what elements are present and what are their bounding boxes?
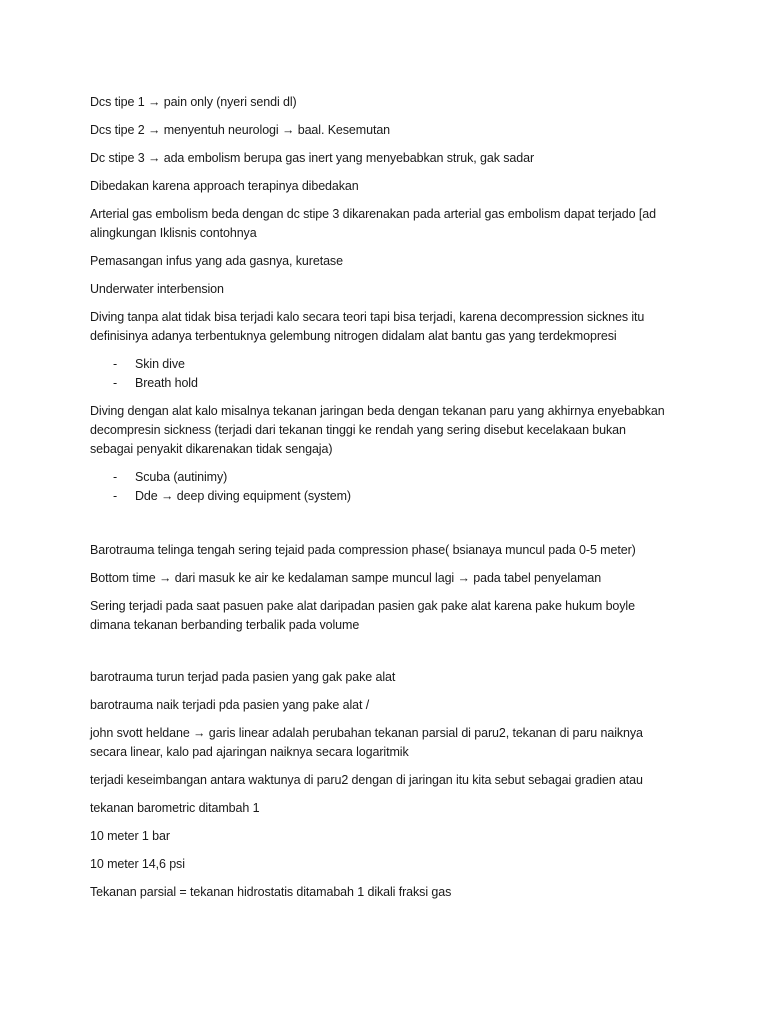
- paragraph: [90, 569, 690, 588]
- paragraph: [90, 205, 690, 243]
- paragraph: [90, 771, 690, 790]
- text-line: Dibedakan karena approach terapinya dibedakan: [90, 179, 359, 193]
- text-line: dimana tekanan berbanding terbalik pada volume: [90, 618, 360, 632]
- paragraph: [90, 149, 690, 168]
- list-bullet-dash: -: [113, 376, 118, 390]
- paragraph: [90, 855, 690, 874]
- text-line: 10 meter 14,6 psi: [90, 857, 185, 871]
- text-line: Dcs tipe 1 → pain only (nyeri sendi dl): [90, 95, 297, 109]
- text-line: Tekanan parsial = tekanan hidrostatis ditamabah 1 dikali fraksi gas: [90, 885, 452, 899]
- paragraph: [90, 252, 690, 271]
- text-line: tekanan barometric ditambah 1: [90, 801, 260, 815]
- paragraph: [90, 597, 690, 635]
- paragraph: [90, 799, 690, 818]
- text-line: barotrauma turun terjad pada pasien yang gak pake alat: [90, 670, 396, 684]
- paragraph: [90, 668, 690, 687]
- list-item: [90, 468, 690, 487]
- list-diving-without-equipment: [90, 355, 690, 393]
- paragraph: [90, 308, 690, 346]
- text-line: Diving tanpa alat tidak bisa terjadi kalo secara teori tapi bisa terjadi, karena decompression sicknes itu: [90, 310, 645, 324]
- list-bullet-dash: -: [113, 470, 118, 484]
- blank-gap: [90, 515, 690, 541]
- section-diving-with-equipment: [90, 402, 690, 459]
- paragraph: [90, 541, 690, 560]
- list-bullet-dash: -: [113, 489, 118, 503]
- section-dcs-types: [90, 93, 690, 346]
- paragraph: [90, 883, 690, 902]
- text-line: Pemasangan infus yang ada gasnya, kuretase: [90, 254, 343, 268]
- document-body: [90, 93, 690, 911]
- text-line: john svott heldane → garis linear adalah perubahan tekanan parsial di paru2, tekanan di paru naiknya: [90, 726, 643, 740]
- text-line: Diving dengan alat kalo misalnya tekanan jaringan beda dengan tekanan paru yang akhirnya enyebabkan: [90, 404, 665, 418]
- text-line: Sering terjadi pada saat pasuen pake alat daripadan pasien gak pake alat karena pake hukum boyle: [90, 599, 635, 613]
- list-item: [90, 355, 690, 374]
- paragraph: [90, 280, 690, 299]
- text-line: decompresin sickness (terjadi dari tekanan tinggi ke rendah yang sering disebut kecelakaan bukan: [90, 423, 626, 437]
- text-line: Bottom time → dari masuk ke air ke kedalaman sampe muncul lagi → pada tabel penyelaman: [90, 571, 602, 585]
- list-item: [90, 487, 690, 506]
- text-line: Underwater interbension: [90, 282, 224, 296]
- text-line: Dc stipe 3 → ada embolism berupa gas inert yang menyebabkan struk, gak sadar: [90, 151, 535, 165]
- list-item-text: Breath hold: [135, 376, 198, 390]
- list-bullet-dash: -: [113, 357, 118, 371]
- text-line: 10 meter 1 bar: [90, 829, 170, 843]
- paragraph: [90, 696, 690, 715]
- paragraph: [90, 402, 690, 459]
- list-item-text: Dde → deep diving equipment (system): [135, 489, 351, 503]
- section-barotrauma: [90, 541, 690, 635]
- section-pressure-notes: [90, 668, 690, 902]
- text-line: Dcs tipe 2 → menyentuh neurologi → baal. Kesemutan: [90, 123, 391, 137]
- text-line: Arterial gas embolism beda dengan dc stipe 3 dikarenakan pada arterial gas embolism dapat terjado [ad: [90, 207, 656, 221]
- list-item-text: Scuba (autinimy): [135, 470, 228, 484]
- blank-gap: [90, 644, 690, 668]
- list-diving-equipment: [90, 468, 690, 506]
- text-line: secara linear, kalo pad ajaringan naiknya secara logaritmik: [90, 745, 409, 759]
- text-line: definisinya adanya terbentuknya gelembung nitrogen didalam alat bantu gas yang terdekmopresi: [90, 329, 617, 343]
- text-line: barotrauma naik terjadi pda pasien yang pake alat /: [90, 698, 370, 712]
- paragraph: [90, 177, 690, 196]
- list-item: [90, 374, 690, 393]
- paragraph: [90, 827, 690, 846]
- paragraph: [90, 724, 690, 762]
- text-line: Barotrauma telinga tengah sering tejaid pada compression phase( bsianaya muncul pada 0-5 meter): [90, 543, 636, 557]
- text-line: sebagai penyakit dikarenakan tidak sengaja): [90, 442, 333, 456]
- text-line: terjadi keseimbangan antara waktunya di paru2 dengan di jaringan itu kita sebut sebagai gradien atau: [90, 773, 643, 787]
- paragraph: [90, 93, 690, 112]
- paragraph: [90, 121, 690, 140]
- list-item-text: Skin dive: [135, 357, 185, 371]
- text-line: alingkungan Iklisnis contohnya: [90, 226, 257, 240]
